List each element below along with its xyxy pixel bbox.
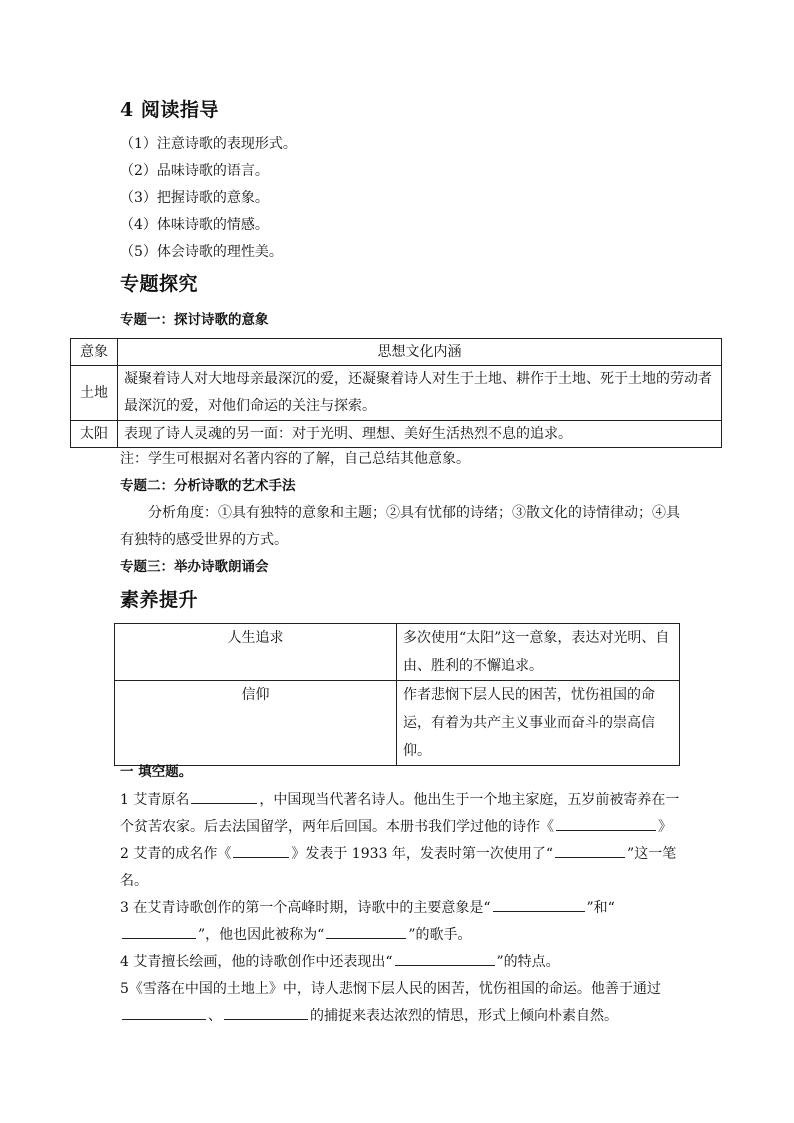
answer-blank[interactable] xyxy=(326,924,406,939)
table-header-cell: 意象 xyxy=(71,339,118,366)
imagery-table xyxy=(70,338,722,448)
guide-item: （3）把握诗歌的意象。 xyxy=(120,190,269,206)
topic1-title: 专题一：探讨诗歌的意象 xyxy=(120,312,269,328)
table-row xyxy=(71,421,722,448)
q3-text-a: 3 在艾青诗歌创作的第一个高峰时期，诗歌中的主要意象是“ xyxy=(120,900,491,916)
question-3 xyxy=(120,895,680,949)
answer-blank[interactable] xyxy=(122,924,196,939)
answer-blank[interactable] xyxy=(122,1005,206,1020)
literacy-key-cell: 人生追求 xyxy=(115,624,397,681)
q3-text-d: ”的歌手。 xyxy=(408,927,472,943)
q1-text-c: 》 xyxy=(658,819,672,835)
fill-blank-title: 一 填空题。 xyxy=(120,764,193,780)
topic1-note: 注：学生可根据对名著内容的了解，自己总结其他意象。 xyxy=(120,451,470,467)
literacy-value-cell: 多次使用“太阳”这一意象，表达对光明、自由、胜利的不懈追求。 xyxy=(397,624,680,681)
answer-blank[interactable] xyxy=(224,1005,308,1020)
q3-text-b: ”和“ xyxy=(586,900,615,916)
meaning-cell: 凝聚着诗人对大地母亲最深沉的爱，还凝聚着诗人对生于土地、耕作于土地、死于土地的劳动者最深沉的爱，对他们命运的关注与探索。 xyxy=(118,366,722,421)
answer-blank[interactable] xyxy=(555,843,625,858)
guide-item: （5）体会诗歌的理性美。 xyxy=(120,244,283,260)
table-row xyxy=(115,624,680,681)
answer-blank[interactable] xyxy=(395,951,495,966)
answer-blank[interactable] xyxy=(233,843,289,858)
q5-text-b: 、 xyxy=(208,1008,222,1024)
guide-item: （2）品味诗歌的语言。 xyxy=(120,163,269,179)
topic3-title: 专题三：举办诗歌朗诵会 xyxy=(120,559,269,575)
literacy-table xyxy=(114,623,680,766)
answer-blank[interactable] xyxy=(556,816,656,831)
guide-item: （1）注意诗歌的表现形式。 xyxy=(120,136,297,152)
q2-text-b: 》发表于 1933 年，发表时第一次使用了“ xyxy=(291,846,554,862)
topic-study-title: 专题探究 xyxy=(120,273,199,295)
literacy-key-cell: 信仰 xyxy=(115,681,397,766)
topic2-text: 分析角度：①具有独特的意象和主题；②具有忧郁的诗绪；③散文化的诗情律动；④具有独特的感受世界的方式。 xyxy=(120,505,680,548)
answer-blank[interactable] xyxy=(493,897,585,912)
table-header-cell: 思想文化内涵 xyxy=(118,339,722,366)
q3-text-c: ”，他也因此被称为“ xyxy=(198,927,325,943)
table-header-row xyxy=(71,339,722,366)
q1-text-a: 1 艾青原名 xyxy=(120,792,190,808)
q4-text-a: 4 艾青擅长绘画，他的诗歌创作中还表现出“ xyxy=(120,954,393,970)
reading-guide-title: 4 阅读指导 xyxy=(120,99,219,121)
imagery-cell: 土地 xyxy=(71,366,118,421)
question-2 xyxy=(120,841,680,895)
literacy-title: 素养提升 xyxy=(120,589,199,611)
q5-text-a: 5《雪落在中国的土地上》中，诗人悲悯下层人民的困苦，忧伤祖国的命运。他善于通过 xyxy=(120,981,661,997)
q4-text-b: ”的特点。 xyxy=(496,954,560,970)
meaning-cell: 表现了诗人灵魂的另一面：对于光明、理想、美好生活热烈不息的追求。 xyxy=(118,421,722,448)
q2-text-c: ”这一笔名。 xyxy=(120,846,677,889)
q1-text-b: ，中国现当代著名诗人。他出生于一个地主家庭，五岁前被寄养在一个贫苦农家。后去法国留学，两年后回国。本册书我们学过他的诗作《 xyxy=(120,792,680,835)
imagery-cell: 太阳 xyxy=(71,421,118,448)
answer-blank[interactable] xyxy=(191,789,257,804)
question-5 xyxy=(120,976,680,1030)
q5-text-c: 的捕捉来表达浓烈的情思，形式上倾向朴素自然。 xyxy=(310,1008,618,1024)
table-row xyxy=(71,366,722,421)
q2-text-a: 2 艾青的成名作《 xyxy=(120,846,232,862)
question-4 xyxy=(120,949,680,976)
literacy-value-cell: 作者悲悯下层人民的困苦，忧伤祖国的命运，有着为共产主义事业而奋斗的崇高信仰。 xyxy=(397,681,680,766)
guide-item: （4）体味诗歌的情感。 xyxy=(120,217,269,233)
topic2-title: 专题二：分析诗歌的艺术手法 xyxy=(120,478,296,494)
table-row xyxy=(115,681,680,766)
question-1 xyxy=(120,787,680,841)
